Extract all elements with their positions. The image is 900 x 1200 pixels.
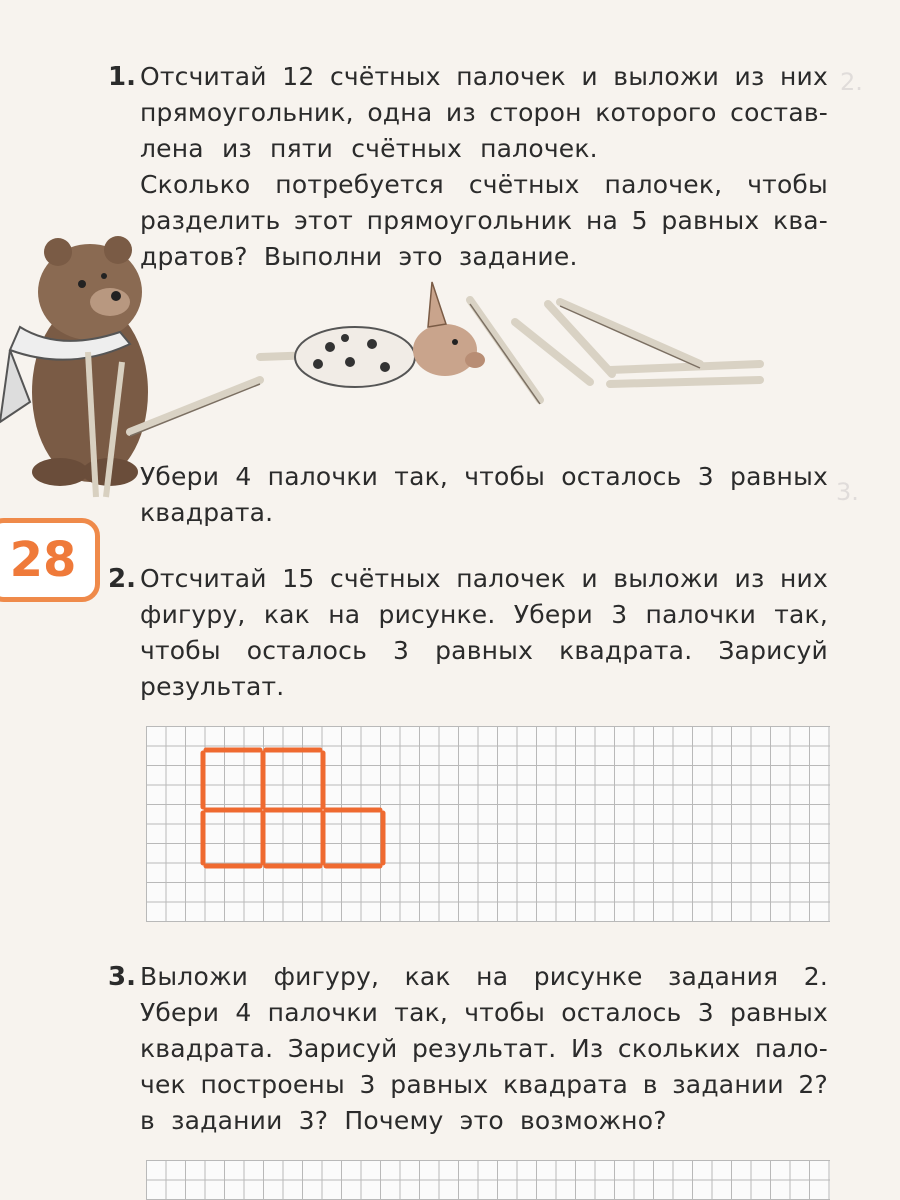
stick-figure	[146, 726, 830, 922]
drawing-grid[interactable]	[146, 1160, 830, 1200]
task-number: 3.	[108, 962, 136, 992]
task-text-line: дратов? Выполни это задание.	[140, 242, 578, 271]
page-number-badge: 28	[0, 518, 100, 602]
task-text-line: фигуру, как на рисунке. Убери 3 палочки так,	[140, 600, 828, 629]
task-text-line: чтобы осталось 3 равных квадрата. Зарисуй	[140, 636, 828, 665]
bleed-text: 2.	[840, 68, 863, 96]
task-text-line: чек построены 3 равных квадрата в задании 2?	[140, 1070, 828, 1099]
task-text-line: Убери 4 палочки так, чтобы осталось 3 равных	[140, 462, 828, 491]
task-text-line: Отсчитай 12 счётных палочек и выложи из них	[140, 62, 828, 91]
task-text-line: прямоугольник, одна из сторон которого состав-	[140, 98, 828, 127]
drawing-grid[interactable]	[146, 726, 830, 922]
task-number: 1.	[108, 62, 136, 92]
task-text-line: квадрата. Зарисуй результат. Из скольких пало-	[140, 1034, 828, 1063]
task-number: 2.	[108, 564, 136, 594]
task-text-line: Выложи фигуру, как на рисунке задания 2.	[140, 962, 828, 991]
task-text-line: Отсчитай 15 счётных палочек и выложи из них	[140, 564, 828, 593]
task-2	[108, 564, 828, 714]
task-3	[108, 962, 828, 1142]
task-text-line: лена из пяти счётных палочек.	[140, 134, 598, 163]
task-text-line: разделить этот прямоугольник на 5 равных ква-	[140, 206, 828, 235]
task-text-line: результат.	[140, 672, 285, 701]
task-1-followup	[108, 462, 828, 532]
task-text-line: Убери 4 палочки так, чтобы осталось 3 равных	[140, 998, 828, 1027]
bleed-text: 3.	[836, 478, 859, 506]
task-text-line: квадрата.	[140, 498, 274, 527]
bear-illustration	[0, 236, 148, 497]
task-text-line: в задании 3? Почему это возможно?	[140, 1106, 667, 1135]
piglet-illustration	[295, 282, 485, 387]
task-text-line: Сколько потребуется счётных палочек, чтобы	[140, 170, 828, 199]
